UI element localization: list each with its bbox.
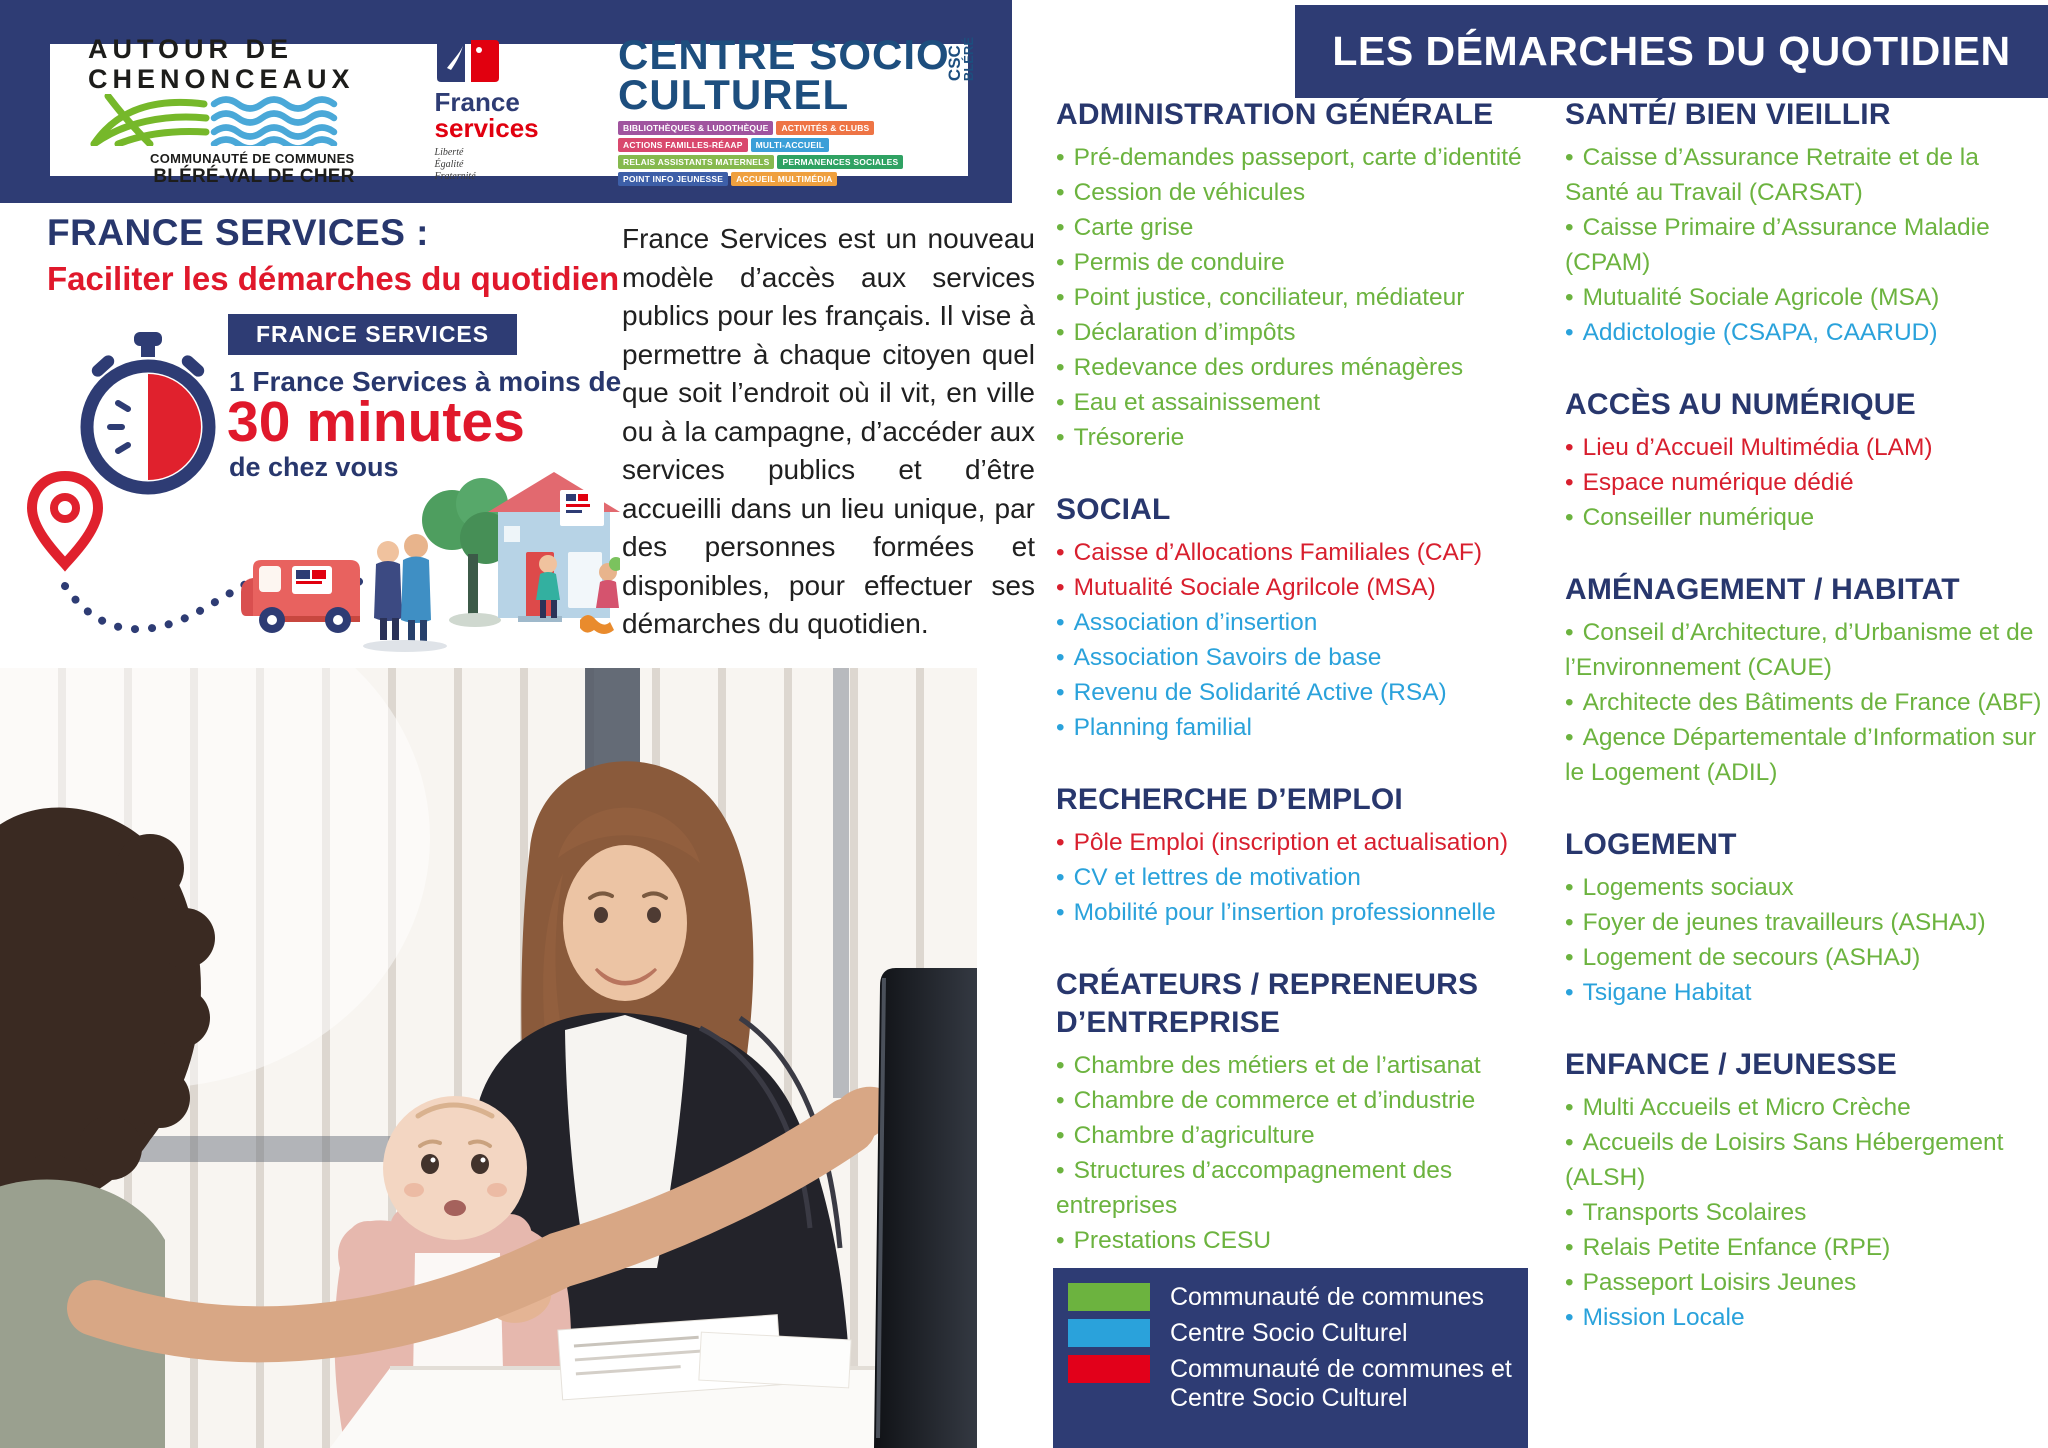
service-section	[1056, 966, 1561, 1258]
bullet-icon: •	[1056, 1227, 1065, 1254]
cc-logo-title-line1: AUTOUR DE	[88, 33, 294, 64]
service-item-label: Passeport Loisirs Jeunes	[1582, 1269, 1857, 1296]
bullet-icon: •	[1056, 609, 1065, 636]
service-item-label: Transports Scolaires	[1582, 1199, 1807, 1226]
service-item	[1056, 1048, 1561, 1083]
legend-swatch	[1068, 1283, 1150, 1311]
service-item	[1056, 385, 1561, 420]
service-item-label: Relais Petite Enfance (RPE)	[1582, 1234, 1891, 1261]
service-item	[1056, 570, 1561, 605]
service-item-label: Chambre des métiers et de l’artisanat	[1073, 1052, 1481, 1079]
csc-tag: PERMANENCES SOCIALES	[777, 155, 903, 169]
bullet-icon: •	[1056, 1122, 1065, 1149]
service-section	[1056, 96, 1561, 455]
service-item	[1056, 420, 1561, 455]
service-item	[1565, 870, 2043, 905]
service-item-label: Redevance des ordures ménagères	[1073, 354, 1464, 381]
photo-advisor-with-mother-and-baby	[0, 668, 977, 1448]
services-column-right	[1565, 96, 2043, 1371]
bullet-icon: •	[1056, 539, 1065, 566]
service-item-label: Caisse d’Allocations Familiales (CAF)	[1073, 539, 1483, 566]
legend-label: Centre Socio Culturel	[1170, 1319, 1408, 1347]
bullet-icon: •	[1056, 1052, 1065, 1079]
bullet-icon: •	[1056, 284, 1065, 311]
service-item-label: Accueils de Loisirs Sans Hébergement (ALSH)	[1565, 1129, 2004, 1191]
legend-row	[1068, 1283, 1518, 1312]
france-services-flag-icon	[435, 38, 501, 84]
service-item	[1056, 1083, 1561, 1118]
bullet-icon: •	[1056, 354, 1065, 381]
service-item	[1565, 1125, 2043, 1195]
cc-logo-waves-icon	[88, 94, 350, 146]
csc-tag: BIBLIOTHÈQUES & LUDOTHÈQUE	[618, 121, 773, 135]
csc-tag: POINT INFO JEUNESSE	[618, 172, 728, 186]
proximity-line3: de chez vous	[229, 452, 399, 482]
csc-logo-vertical-text	[945, 36, 976, 81]
service-item	[1056, 245, 1561, 280]
section-heading: LOGEMENT	[1565, 828, 1737, 861]
legend-swatch	[1068, 1319, 1150, 1347]
service-item	[1056, 280, 1561, 315]
intro-heading-line1: FRANCE SERVICES :	[47, 212, 429, 253]
fs-motto-line: Liberté	[434, 146, 464, 158]
service-item-label: Logements sociaux	[1582, 874, 1794, 901]
csc-tag: ACTIONS FAMILLES-RÉAAP	[618, 138, 748, 152]
csc-logo-title-line1: CENTRE SOCIO	[618, 30, 950, 78]
service-item-label: Mutualité Sociale Agricole (MSA)	[1582, 284, 1940, 311]
cc-logo-title-line2: CHENONCEAUX	[88, 63, 355, 94]
service-item	[1565, 280, 2043, 315]
service-section	[1565, 826, 2043, 1010]
intro-paragraph: France Services est un nouveau modèle d’accès aux services publics pour les français. Il vise à permettre à chaque citoyen quel que soit l’endroit où il vit, en ville ou à la campagne, d’accéder aux services publics et d’être accueilli dans un lieu unique, par des personnes formées et disponibles, pour effectuer ses démarches du quotidien.	[622, 223, 1035, 639]
service-item	[1056, 1223, 1561, 1258]
service-item-label: Conseil d’Architecture, d’Urbanisme et de l’Environnement (CAUE)	[1565, 619, 2034, 681]
service-item	[1056, 1118, 1561, 1153]
bullet-icon: •	[1056, 214, 1065, 241]
service-item-label: Architecte des Bâtiments de France (ABF)	[1582, 689, 2042, 716]
services-column-middle	[1056, 96, 1561, 1294]
service-item	[1565, 1230, 2043, 1265]
france-services-badge: FRANCE SERVICES	[228, 314, 517, 355]
service-item	[1565, 615, 2043, 685]
service-item	[1565, 1090, 2043, 1125]
service-item-label: Permis de conduire	[1073, 249, 1285, 276]
service-item	[1565, 210, 2043, 280]
bullet-icon: •	[1056, 1087, 1065, 1114]
service-item	[1565, 905, 2043, 940]
bullet-icon: •	[1056, 144, 1065, 171]
service-item	[1056, 175, 1561, 210]
intro-heading-line2: Faciliter les démarches du quotidien	[47, 260, 620, 297]
service-item	[1565, 315, 2043, 350]
france-services-logo	[435, 38, 548, 183]
bullet-icon: •	[1056, 574, 1065, 601]
bullet-icon: •	[1565, 504, 1574, 531]
service-item-label: Caisse Primaire d’Assurance Maladie (CPAM)	[1565, 214, 1990, 276]
bullet-icon: •	[1565, 1234, 1574, 1261]
service-section	[1565, 1046, 2043, 1335]
bullet-icon: •	[1565, 1129, 1574, 1156]
bullet-icon: •	[1565, 944, 1574, 971]
logo-box	[50, 30, 976, 187]
service-item-label: Structures d’accompagnement des entreprises	[1056, 1157, 1453, 1219]
route-to-france-services-illustration	[20, 468, 620, 663]
service-item	[1565, 500, 2043, 535]
bullet-icon: •	[1565, 144, 1574, 171]
bullet-icon: •	[1056, 179, 1065, 206]
service-item-label: CV et lettres de motivation	[1073, 864, 1361, 891]
bullet-icon: •	[1056, 679, 1065, 706]
service-item-label: Mission Locale	[1582, 1304, 1745, 1331]
service-item-label: Trésorerie	[1073, 424, 1185, 451]
service-item-label: Logement de secours (ASHAJ)	[1582, 944, 1921, 971]
service-item	[1565, 720, 2043, 790]
service-item	[1565, 1265, 2043, 1300]
service-item	[1056, 605, 1561, 640]
service-item-label: Prestations CESU	[1073, 1227, 1272, 1254]
service-item-label: Pôle Emploi (inscription et actualisation)	[1073, 829, 1508, 856]
bullet-icon: •	[1565, 874, 1574, 901]
csc-tag: MULTI-ACCUEIL	[751, 138, 830, 152]
bullet-icon: •	[1565, 1094, 1574, 1121]
bullet-icon: •	[1565, 434, 1574, 461]
service-item	[1565, 975, 2043, 1010]
bullet-icon: •	[1056, 389, 1065, 416]
service-item	[1056, 210, 1561, 245]
service-item	[1565, 140, 2043, 210]
csc-logo-city: BLÉRÉ	[961, 36, 976, 81]
service-item	[1565, 430, 2043, 465]
bullet-icon: •	[1056, 249, 1065, 276]
bullet-icon: •	[1565, 319, 1574, 346]
bullet-icon: •	[1565, 284, 1574, 311]
proximity-value: 30 minutes	[227, 390, 525, 454]
section-heading: SANTÉ/ BIEN VIEILLIR	[1565, 98, 1891, 131]
legend-swatch	[1068, 1355, 1150, 1383]
fs-logo-brand-line2: services	[434, 112, 539, 143]
csc-tag: ACTIVITÉS & CLUBS	[776, 121, 874, 135]
service-item-label: Caisse d’Assurance Retraite et de la Santé au Travail (CARSAT)	[1565, 144, 1979, 206]
service-item	[1565, 685, 2043, 720]
bullet-icon: •	[1056, 1157, 1065, 1184]
section-heading: SOCIAL	[1056, 493, 1171, 526]
fs-motto-line: Égalité	[434, 158, 464, 170]
header-band	[0, 0, 1012, 203]
cc-logo-subtitle-line1: COMMUNAUTÉ DE COMMUNES	[150, 150, 355, 166]
service-item-label: Revenu de Solidarité Active (RSA)	[1073, 679, 1447, 706]
bullet-icon: •	[1565, 1199, 1574, 1226]
bullet-icon: •	[1056, 319, 1065, 346]
section-heading: RECHERCHE D’EMPLOI	[1056, 783, 1403, 816]
service-item-label: Conseiller numérique	[1582, 504, 1815, 531]
service-item-label: Lieu d’Accueil Multimédia (LAM)	[1582, 434, 1933, 461]
csc-logo-title-line2: CULTUREL	[618, 70, 850, 118]
service-item-label: Carte grise	[1073, 214, 1194, 241]
section-heading: AMÉNAGEMENT / HABITAT	[1565, 573, 1960, 606]
service-item-label: Tsigane Habitat	[1582, 979, 1752, 1006]
bullet-icon: •	[1565, 689, 1574, 716]
service-item	[1056, 895, 1561, 930]
csc-logo-tags	[618, 121, 968, 186]
france-services-van-illustration	[241, 560, 360, 633]
section-heading: CRÉATEURS / REPRENEURS D’ENTREPRISE	[1056, 968, 1479, 1039]
service-item-label: Chambre d’agriculture	[1073, 1122, 1315, 1149]
section-heading: ENFANCE / JEUNESSE	[1565, 1048, 1898, 1081]
service-item	[1565, 940, 2043, 975]
service-item-label: Planning familial	[1073, 714, 1252, 741]
service-item	[1056, 535, 1561, 570]
csc-tag: ACCUEIL MULTIMÉDIA	[731, 172, 837, 186]
bullet-icon: •	[1056, 714, 1065, 741]
section-heading: ADMINISTRATION GÉNÉRALE	[1056, 98, 1494, 131]
service-item-label: Association Savoirs de base	[1073, 644, 1382, 671]
bullet-icon: •	[1056, 899, 1065, 926]
service-item	[1056, 825, 1561, 860]
bullet-icon: •	[1565, 724, 1574, 751]
bullet-icon: •	[1565, 979, 1574, 1006]
service-item	[1056, 640, 1561, 675]
service-item	[1565, 465, 2043, 500]
bullet-icon: •	[1056, 864, 1065, 891]
service-item	[1565, 1300, 2043, 1335]
proximity-line1: 1 France Services à moins de	[229, 366, 622, 397]
bullet-icon: •	[1565, 1269, 1574, 1296]
bullet-icon: •	[1056, 424, 1065, 451]
bullet-icon: •	[1056, 829, 1065, 856]
service-item-label: Cession de véhicules	[1073, 179, 1306, 206]
people-illustration	[363, 534, 447, 652]
service-item-label: Multi Accueils et Micro Crèche	[1582, 1094, 1911, 1121]
service-item-label: Agence Départementale d’Information sur le Logement (ADIL)	[1565, 724, 2037, 786]
service-item-label: Espace numérique dédié	[1582, 469, 1854, 496]
service-item-label: Déclaration d’impôts	[1073, 319, 1296, 346]
fs-logo-brand-line1: France	[434, 86, 520, 117]
section-heading: ACCÈS AU NUMÉRIQUE	[1565, 388, 1916, 421]
csc-logo-acronym: CSC	[945, 44, 964, 81]
legend-row	[1068, 1319, 1518, 1348]
legend-label: Communauté de communes	[1170, 1283, 1485, 1311]
service-section	[1056, 781, 1561, 930]
service-item	[1056, 675, 1561, 710]
title-banner	[1295, 5, 2048, 98]
legend-row	[1068, 1355, 1518, 1413]
centre-socio-culturel-logo	[618, 30, 976, 186]
bullet-icon: •	[1565, 1304, 1574, 1331]
legend-label: Communauté de communes et Centre Socio Culturel	[1170, 1355, 1512, 1412]
service-section	[1565, 386, 2043, 535]
service-item-label: Mobilité pour l’insertion professionnelle	[1073, 899, 1496, 926]
service-item	[1056, 860, 1561, 895]
service-item-label: Mutualité Sociale Agrilcole (MSA)	[1073, 574, 1436, 601]
community-of-communes-logo	[88, 34, 355, 187]
service-item-label: Pré-demandes passeport, carte d’identité	[1073, 144, 1522, 171]
service-item-label: Point justice, conciliateur, médiateur	[1073, 284, 1465, 311]
bullet-icon: •	[1056, 644, 1065, 671]
legend-box	[1053, 1268, 1528, 1448]
service-item	[1056, 350, 1561, 385]
bullet-icon: •	[1565, 214, 1574, 241]
fs-logo-motto	[435, 147, 548, 183]
service-item-label: Association d’insertion	[1073, 609, 1318, 636]
service-section	[1565, 96, 2043, 350]
bullet-icon: •	[1565, 469, 1574, 496]
service-item	[1056, 710, 1561, 745]
service-item	[1056, 140, 1561, 175]
service-item-label: Chambre de commerce et d’industrie	[1073, 1087, 1476, 1114]
service-item	[1056, 315, 1561, 350]
service-item-label: Eau et assainissement	[1073, 389, 1321, 416]
service-item-label: Foyer de jeunes travailleurs (ASHAJ)	[1582, 909, 1986, 936]
page-title: LES DÉMARCHES DU QUOTIDIEN	[1332, 28, 2011, 74]
service-section	[1056, 491, 1561, 745]
computer-monitor	[874, 968, 977, 1448]
csc-tag: RELAIS ASSISTANTS MATERNELS	[618, 155, 774, 169]
service-section	[1565, 571, 2043, 790]
service-item-label: Addictologie (CSAPA, CAARUD)	[1582, 319, 1938, 346]
cc-logo-subtitle-line2: BLÉRÉ-VAL DE CHER	[153, 165, 355, 187]
service-item	[1056, 1153, 1561, 1223]
service-item	[1565, 1195, 2043, 1230]
fs-motto-line: Fraternité	[434, 170, 476, 182]
bullet-icon: •	[1565, 909, 1574, 936]
bullet-icon: •	[1565, 619, 1574, 646]
